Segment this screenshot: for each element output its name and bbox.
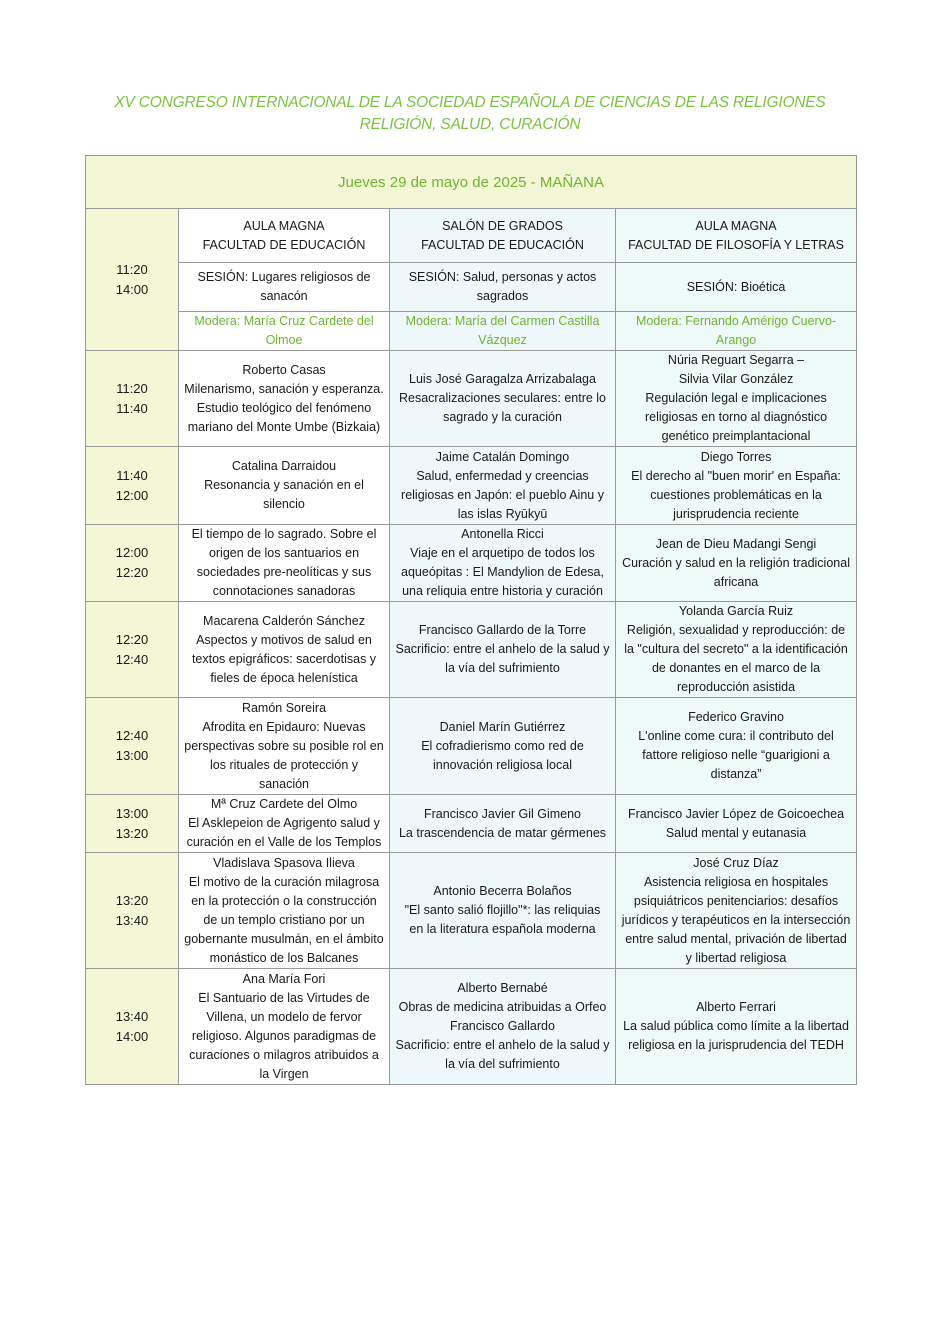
cell-text-line: Antonio Becerra Bolaños xyxy=(433,884,572,898)
cell-text-line: L'online come cura: il contributo del xyxy=(638,729,834,743)
cell-text-line: Diego Torres xyxy=(700,449,772,464)
cell-text-line: monástico de los Balcanes xyxy=(209,950,359,965)
talk-cell xyxy=(390,795,616,853)
talk-cell xyxy=(616,351,857,447)
talk-cell xyxy=(616,795,857,853)
cell-text-line: sanacón xyxy=(260,289,308,303)
talk-cell xyxy=(179,698,390,795)
room-row xyxy=(86,209,857,263)
schedule-table xyxy=(85,155,857,1085)
cell-text-line: la Virgen xyxy=(259,1066,309,1081)
cell-text-line: Alberto Bernabé xyxy=(457,981,548,995)
cell-text-line: gobernante musulmán, en el ámbito xyxy=(184,931,384,946)
cell-text-line: El derecho al "buen morir' en España: xyxy=(631,468,841,483)
talk-cell xyxy=(179,853,390,969)
cell-text-line: Núria Reguart Segarra – xyxy=(667,353,805,367)
talk-cell xyxy=(390,525,616,602)
cell-text-line: Ramón Soreira xyxy=(241,700,327,715)
cell-text-line: La salud pública como límite a la libertad xyxy=(623,1019,849,1033)
slot-end-time: 11:40 xyxy=(116,400,148,416)
talk-cell xyxy=(390,853,616,969)
cell-text-line: innovación religiosa local xyxy=(433,757,572,772)
cell-text-line: Resacralizaciones seculares: entre lo xyxy=(398,391,607,405)
talk-cell xyxy=(616,602,857,698)
slot-end-time: 12:00 xyxy=(115,487,149,503)
cell-text-line: la vía del sufrimiento xyxy=(445,661,560,675)
room-cell-2 xyxy=(390,209,616,263)
cell-text-line: Antonella Ricci xyxy=(461,527,544,541)
cell-text-line: y libertad religiosa xyxy=(685,950,787,965)
cell-text-line: Francisco Javier López de Goicoechea xyxy=(627,806,845,821)
cell-text-line: Curación y salud en la religión tradicional xyxy=(622,555,850,570)
cell-text-line: Resonancia y sanación en el xyxy=(204,478,364,492)
cell-text-line: Alberto Ferrari xyxy=(696,1000,776,1014)
talk-cell xyxy=(616,853,857,969)
moderator-cell-2 xyxy=(390,312,616,351)
cell-text-line: sagrados xyxy=(476,289,529,303)
slot-start-time: 11:40 xyxy=(116,467,148,483)
cell-text-line: Ana María Fori xyxy=(242,971,326,986)
talk-cell xyxy=(390,698,616,795)
talk-cell xyxy=(616,525,857,602)
slot-end-time: 14:00 xyxy=(115,1028,149,1044)
day-header: Jueves 29 de mayo de 2025 - MAÑANA xyxy=(86,156,857,209)
slot-start-time: 12:40 xyxy=(115,728,149,743)
cell-text-line: entre salud mental, privación de libertad xyxy=(625,931,847,946)
cell-text-line: reproducción asistida xyxy=(676,680,796,694)
session-row xyxy=(86,263,857,312)
cell-text-line: Francisco Javier Gil Gimeno xyxy=(424,806,581,821)
block-start-time: 11:20 xyxy=(116,261,148,277)
slot-time-cell xyxy=(86,853,179,969)
cell-text-line: jurídicos y terapéuticos en la intersección xyxy=(621,912,851,927)
cell-text-line: Federico Gravino xyxy=(688,710,784,724)
cell-text-line: Salud, enfermedad y creencias xyxy=(416,468,589,483)
slot-start-time: 13:00 xyxy=(115,805,149,821)
cell-text-line: mariano del Monte Umbe (Bizkaia) xyxy=(187,419,381,434)
moderator-row xyxy=(86,312,857,351)
cell-text-line: FACULTAD DE EDUCACIÓN xyxy=(202,237,366,252)
cell-text-line: Villena, un modelo de fervor xyxy=(206,1009,362,1024)
cell-text-line: perspectivas sobre su posible rol en xyxy=(184,738,384,753)
day-header-row xyxy=(86,156,857,209)
talk-cell xyxy=(390,351,616,447)
cell-text-line: SESIÓN: Bioética xyxy=(686,279,786,294)
cell-text-line: SALÓN DE GRADOS xyxy=(442,218,563,233)
slot-start-time: 12:20 xyxy=(115,631,149,647)
cell-text-line: religioso. Algunos paradigmas de xyxy=(191,1028,377,1043)
slot-row xyxy=(86,795,857,853)
cell-text-line: connotaciones sanadoras xyxy=(212,584,356,598)
cell-text-line: aqueópitas : El Mandylion de Edesa, xyxy=(401,565,604,579)
slot-row xyxy=(86,351,857,447)
cell-text-line: Estudio teológico del fenómeno xyxy=(196,400,372,415)
slot-start-time: 13:40 xyxy=(115,1008,149,1024)
cell-text-line: Regulación legal e implicaciones xyxy=(645,391,827,405)
cell-text-line: Religión, sexualidad y reproducción: de xyxy=(626,623,846,637)
slot-start-time: 13:20 xyxy=(115,892,149,908)
cell-text-line: Viaje en el arquetipo de todos los xyxy=(410,546,595,560)
slot-time-cell xyxy=(86,525,179,602)
talk-cell xyxy=(179,602,390,698)
cell-text-line: silencio xyxy=(263,497,305,511)
cell-text-line: las islas Ryūkyū xyxy=(457,506,548,521)
cell-text-line: Francisco Gallardo xyxy=(450,1019,555,1033)
cell-text-line: Jaime Catalán Domingo xyxy=(435,449,570,464)
cell-text-line: Luis José Garagalza Arrizabalaga xyxy=(409,372,596,386)
cell-text-line: distanza” xyxy=(710,767,762,781)
slot-row xyxy=(86,969,857,1085)
cell-text-line: africana xyxy=(713,574,759,589)
slot-start-time: 11:20 xyxy=(116,380,148,396)
cell-text-line: SESIÓN: Lugares religiosos de xyxy=(197,270,371,284)
cell-text-line: Milenarismo, sanación y esperanza. xyxy=(184,381,384,396)
cell-text-line: religiosas en Japón: el pueblo Ainu y xyxy=(401,487,604,502)
cell-text-line: sagrado y la curación xyxy=(443,410,562,424)
moderator-cell-3 xyxy=(616,312,857,351)
cell-text-line: El motivo de la curación milagrosa xyxy=(188,874,380,889)
cell-text-line: Vázquez xyxy=(478,333,527,347)
cell-text-line: una reliquia entre historia y curación xyxy=(402,584,603,598)
room-cell-1 xyxy=(179,209,390,263)
cell-text-line: de donantes en el marco de la xyxy=(651,661,821,675)
session-cell-1 xyxy=(179,263,390,312)
slot-end-time: 13:40 xyxy=(115,912,149,928)
talk-cell xyxy=(616,447,857,525)
cell-text-line: Modera: Fernando Amérigo Cuervo- xyxy=(635,314,837,328)
cell-text-line: AULA MAGNA xyxy=(243,218,325,233)
cell-text-line: Mª Cruz Cardete del Olmo xyxy=(210,797,358,811)
cell-text-line: en la protección o la construcción xyxy=(191,893,377,908)
document-title: XV CONGRESO INTERNACIONAL DE LA SOCIEDAD ESPAÑOLA DE CIENCIAS DE LAS RELIGIONES RELIGIÓN, SALUD, CURACIÓN xyxy=(114,94,826,133)
talk-cell xyxy=(390,602,616,698)
cell-text-line: jurisprudencia reciente xyxy=(673,506,799,521)
cell-text-line: la vía del sufrimiento xyxy=(445,1057,560,1071)
cell-text-line: FACULTAD DE EDUCACIÓN xyxy=(421,237,584,252)
cell-text-line: La trascendencia de matar gérmenes xyxy=(398,825,607,840)
cell-text-line: fattore religioso nelle “guarigioni a xyxy=(642,748,830,762)
cell-text-line: Obras de medicina atribuidas a Orfeo xyxy=(398,1000,607,1014)
cell-text-line: AULA MAGNA xyxy=(695,218,777,233)
slot-time-cell xyxy=(86,969,179,1085)
slot-end-time: 13:00 xyxy=(115,748,149,763)
cell-text-line: Aspectos y motivos de salud en xyxy=(196,632,372,647)
slot-end-time: 12:40 xyxy=(115,651,149,667)
slot-time-cell xyxy=(86,795,179,853)
slot-end-time: 12:20 xyxy=(115,565,149,580)
cell-text-line: Salud mental y eutanasia xyxy=(665,825,807,840)
cell-text-line: Francisco Gallardo de la Torre xyxy=(418,623,587,637)
cell-text-line: "El santo salió flojillo"*: las reliquias xyxy=(404,903,601,917)
cell-text-line: la "cultura del secreto" a la identificación xyxy=(624,642,848,656)
cell-text-line: Modera: María del Carmen Castilla xyxy=(405,314,600,328)
slot-time-cell xyxy=(86,698,179,795)
cell-text-line: El cofradierismo como red de xyxy=(421,738,584,753)
cell-text-line: Daniel Marín Gutiérrez xyxy=(439,719,566,734)
cell-text-line: psiquiátricos penitenciarios: desafíos xyxy=(633,893,839,908)
cell-text-line: Macarena Calderón Sánchez xyxy=(203,613,365,628)
room-cell-3 xyxy=(616,209,857,263)
cell-text-line: en la literatura española moderna xyxy=(409,922,596,936)
cell-text-line: sociedades pre-neolíticas y sus xyxy=(196,565,372,579)
cell-text-line: curaciones o milagros atribuidos a xyxy=(189,1047,379,1062)
talk-cell xyxy=(179,447,390,525)
cell-text-line: Catalina Darraidou xyxy=(231,459,337,473)
cell-text-line: cuestiones problemáticas en la xyxy=(650,487,822,502)
cell-text-line: Jean de Dieu Madangi Sengi xyxy=(655,536,817,551)
talk-cell xyxy=(179,351,390,447)
cell-text-line: Afrodita en Epidauro: Nuevas xyxy=(202,719,366,734)
cell-text-line: religiosas en torno al diagnóstico xyxy=(644,410,828,424)
cell-text-line: genético preimplantacional xyxy=(661,429,811,443)
cell-text-line: Roberto Casas xyxy=(242,362,326,377)
cell-text-line: de un templo cristiano por un xyxy=(203,912,365,927)
slot-time-cell xyxy=(86,351,179,447)
session-cell-3 xyxy=(616,263,857,312)
cell-text-line: Sacrificio: entre el anhelo de la salud y xyxy=(395,642,610,656)
cell-text-line: Silvia Vilar González xyxy=(678,372,794,386)
talk-cell xyxy=(179,969,390,1085)
block-time-cell xyxy=(86,209,179,351)
slot-time-cell xyxy=(86,447,179,525)
cell-text-line: Modera: María Cruz Cardete del xyxy=(194,314,374,328)
cell-text-line: Asistencia religiosa en hospitales xyxy=(643,874,829,889)
slot-row xyxy=(86,698,857,795)
cell-text-line: El Santuario de las Virtudes de xyxy=(198,990,370,1005)
cell-text-line: textos epigráficos: sacerdotisas y xyxy=(191,651,377,666)
slot-row xyxy=(86,525,857,602)
cell-text-line: fieles de época helenística xyxy=(210,670,358,685)
talk-cell xyxy=(179,795,390,853)
cell-text-line: los rituales de protección y xyxy=(210,757,358,772)
cell-text-line: Vladislava Spasova Ilieva xyxy=(213,855,355,870)
cell-text-line: José Cruz Díaz xyxy=(693,855,779,870)
block-end-time: 14:00 xyxy=(115,281,149,297)
talk-cell xyxy=(390,447,616,525)
talk-cell xyxy=(179,525,390,602)
session-cell-2 xyxy=(390,263,616,312)
slot-row xyxy=(86,853,857,969)
slot-start-time: 12:00 xyxy=(115,545,149,560)
cell-text-line: El Asklepeion de Agrigento salud y xyxy=(188,816,380,830)
cell-text-line: Sacrificio: entre el anhelo de la salud y xyxy=(395,1038,610,1052)
slot-end-time: 13:20 xyxy=(115,825,149,841)
slot-row xyxy=(86,447,857,525)
talk-cell xyxy=(616,969,857,1085)
cell-text-line: Yolanda García Ruiz xyxy=(678,604,794,618)
slot-row xyxy=(86,602,857,698)
cell-text-line: SESIÓN: Salud, personas y actos xyxy=(408,270,597,284)
cell-text-line: FACULTAD DE FILOSOFÍA Y LETRAS xyxy=(628,237,844,252)
cell-text-line: Arango xyxy=(715,333,757,347)
talk-cell xyxy=(390,969,616,1085)
cell-text-line: religiosa en la jurisprudencia del TEDH xyxy=(628,1038,844,1052)
cell-text-line: El tiempo de lo sagrado. Sobre el xyxy=(191,527,377,541)
moderator-cell-1 xyxy=(179,312,390,351)
cell-text-line: Olmoe xyxy=(265,333,303,347)
cell-text-line: origen de los santuarios en xyxy=(208,546,360,560)
cell-text-line: curación en el Valle de los Templos xyxy=(186,835,382,849)
talk-cell xyxy=(616,698,857,795)
cell-text-line: sanación xyxy=(258,776,310,791)
slot-time-cell xyxy=(86,602,179,698)
